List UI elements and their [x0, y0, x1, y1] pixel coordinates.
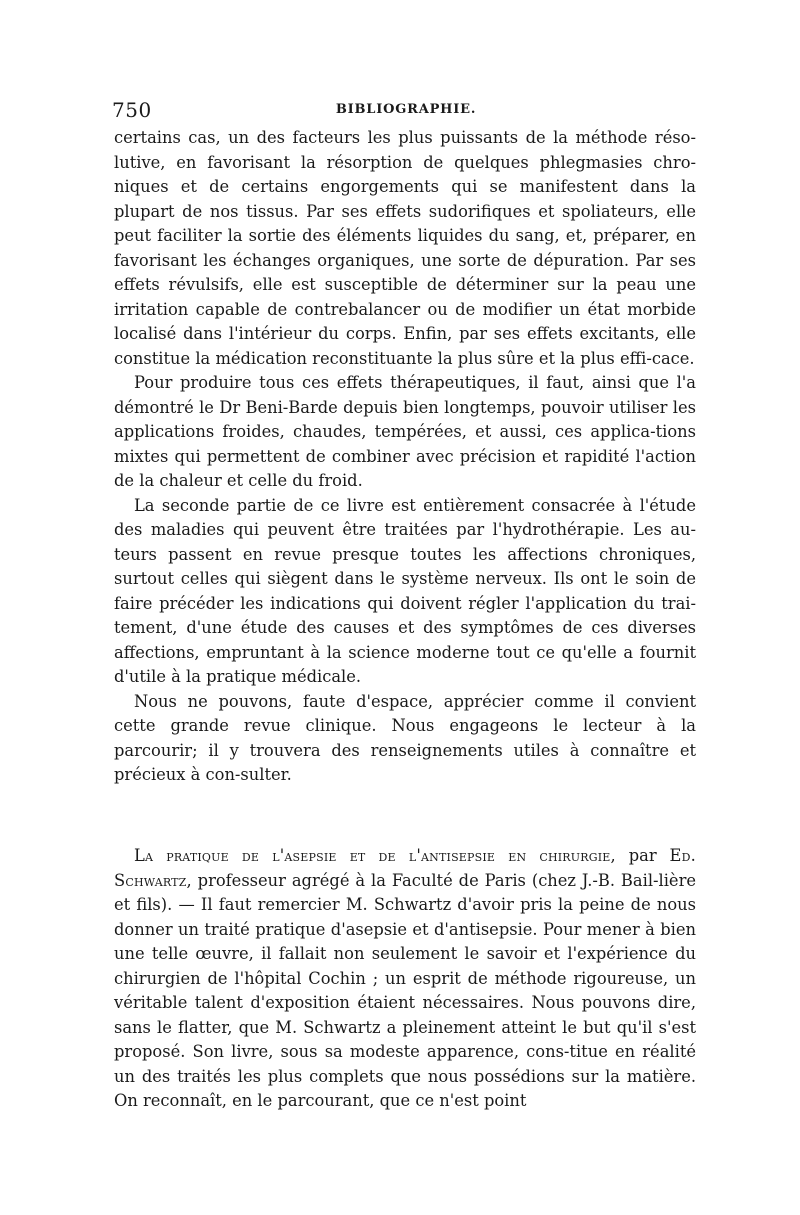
review-paragraph: [114, 844, 696, 1114]
page-number: 750: [112, 98, 152, 122]
book-review: [114, 844, 696, 1114]
review-body: , professeur agrégé à la Faculté de Paris (chez J.-B. Bail-lière et fils). — Il faut remercier M. Schwartz d'avoir pris la peine de nous donner un traité pratique d'asepsie et d'antisepsie. Pour mener à bien une telle œuvre, il fallait non seulement le savoir et l'expérience du chirurgien de l'hôpital Cochin ; un esprit de méthode rigoureuse, un véritable talent d'exposition étaient nécessaires. Nous pouvons dire, sans le flatter, que M. Schwartz a pleinement atteint le but qu'il s'est proposé. Son livre, sous sa modeste apparence, cons-titue en réalité un des traités les plus complets que nous possédions sur la matière. On reconnaît, en le parcourant, que ce n'est point: [114, 870, 696, 1110]
paragraph-clinical-review: Nous ne pouvons, faute d'espace, apprécier comme il convient cette grande revue clinique. Nous engageons le lecteur à la parcourir; il y trouvera des renseignements utiles à connaître et précieux à con-sulter.: [114, 691, 696, 784]
paragraph-second-part: La seconde partie de ce livre est entièrement consacrée à l'étude des maladies qui peuvent être traitées par l'hydrothérapie. Les au-teurs passent en revue presque toutes les affections chroniques, surtout celles qui siègent dans le système nerveux. Ils ont le soin de faire précéder les indications qui doivent régler l'application du trai-tement, d'une étude des causes et des symptômes de ces diverses affections, empruntant à la science moderne tout ce qu'elle a fournit d'utile à la pratique médicale.: [114, 495, 696, 686]
running-head: [112, 98, 700, 124]
review-author: Ed. Schwartz: [114, 846, 697, 890]
body-text: [114, 126, 696, 788]
running-title: BIBLIOGRAPHIE.: [335, 102, 477, 117]
review-by: par: [615, 846, 670, 865]
paragraph-continued: certains cas, un des facteurs les plus puissants de la méthode réso-lutive, en favorisant la résorption de quelques phlegmasies chro-niques et de certains engorgements qui se manifestent dans la plupart de nos tissus. Par ses effets sudorifiques et spoliateurs, elle peut faciliter la sortie des éléments liquides du sang, et, préparer, en favorisant les échanges organiques, une sorte de dépuration. Par ses effets révulsifs, elle est susceptible de déterminer sur la peau une irritation capable de contrebalancer ou de modifier un état morbide localisé dans l'intérieur du corps. Enfin, par ses effets excitants, elle constitue la médication reconstituante la plus sûre et la plus effi-cace.: [114, 128, 696, 368]
paragraph-therapeutic-effects: Pour produire tous ces effets thérapeutiques, il faut, ainsi que l'a démontré le Dr Beni-Barde depuis bien longtemps, pouvoir utiliser les applications froides, chaudes, tempérées, et aussi, ces applica-tions mixtes qui permettent de combiner avec précision et rapidité l'action de la chaleur et celle du froid.: [114, 373, 696, 490]
review-book-title: La pratique de l'asepsie et de l'antisepsie en chirurgie,: [134, 846, 616, 865]
